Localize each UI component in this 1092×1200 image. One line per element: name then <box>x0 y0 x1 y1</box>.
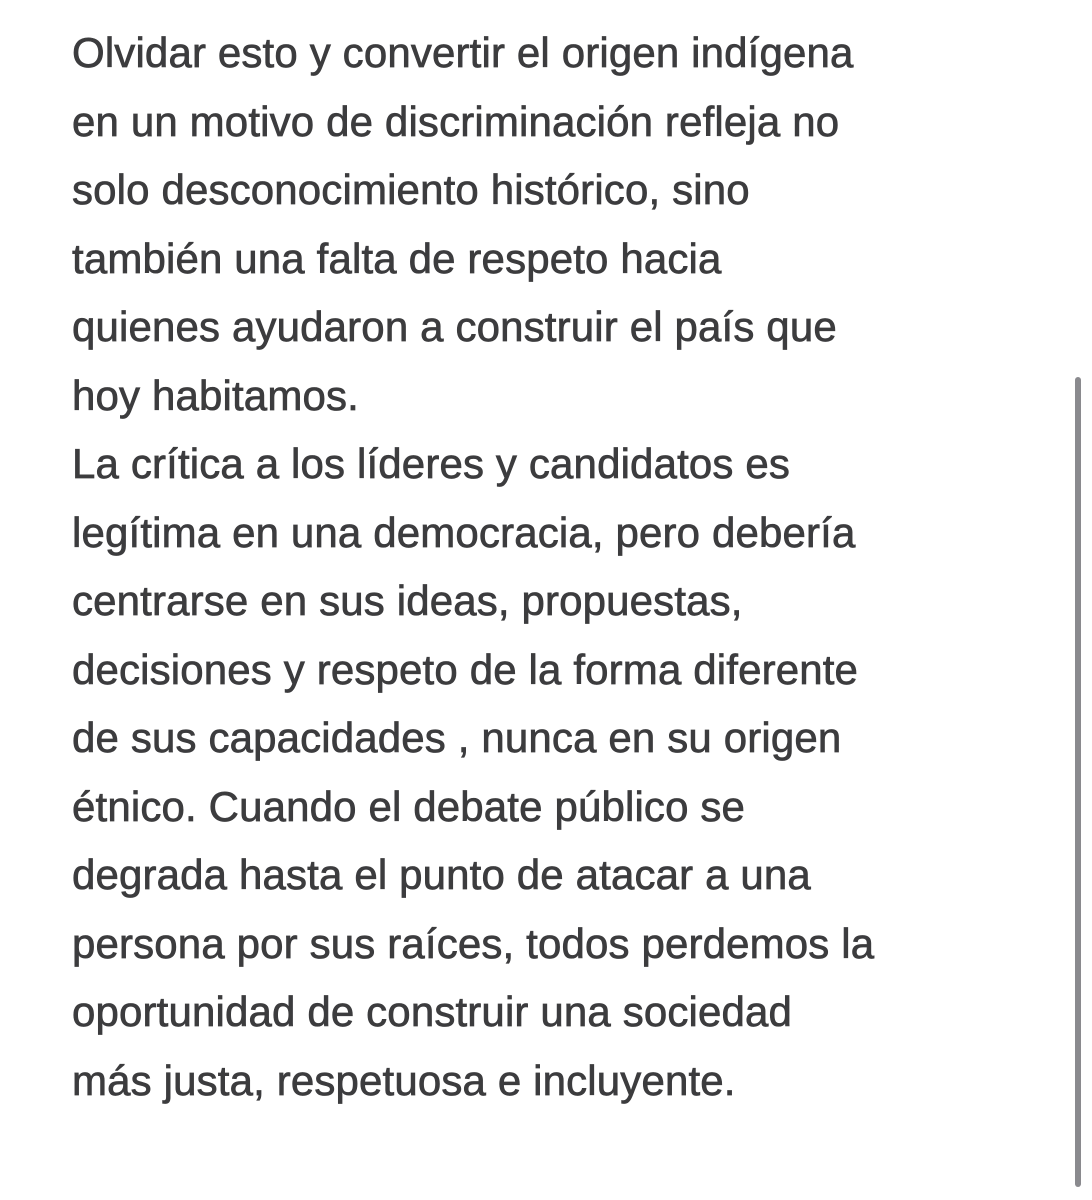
text-line: solo desconocimiento histórico, sino <box>72 166 750 213</box>
text-line: más justa, respetuosa e incluyente. <box>72 1056 736 1104</box>
text-line: Olvidar esto y convertir el origen indígena <box>72 29 854 76</box>
text-line: en un motivo de discriminación refleja no <box>72 97 840 145</box>
text-line: hoy habitamos. <box>72 371 359 419</box>
text-line: La crítica a los líderes y candidatos es <box>72 440 791 487</box>
text-line: legítima en una democracia, pero debería <box>72 508 856 556</box>
text-line: decisiones y respeto de la forma diferente <box>72 645 859 693</box>
text-line: oportunidad de construir una sociedad <box>72 988 793 1035</box>
text-line: centrarse en sus ideas, propuestas, <box>72 577 743 624</box>
text-line: degrada hasta el punto de atacar a una <box>72 851 811 898</box>
body-text <box>72 19 1072 1115</box>
vertical-scrollbar[interactable] <box>1075 377 1081 1187</box>
text-line: de sus capacidades , nunca en su origen <box>72 714 842 761</box>
text-line: quienes ayudaron a construir el país que <box>72 303 837 350</box>
text-line: persona por sus raíces, todos perdemos la <box>72 919 875 967</box>
text-line: también una falta de respeto hacia <box>72 234 722 282</box>
text-line: étnico. Cuando el debate público se <box>72 782 746 830</box>
